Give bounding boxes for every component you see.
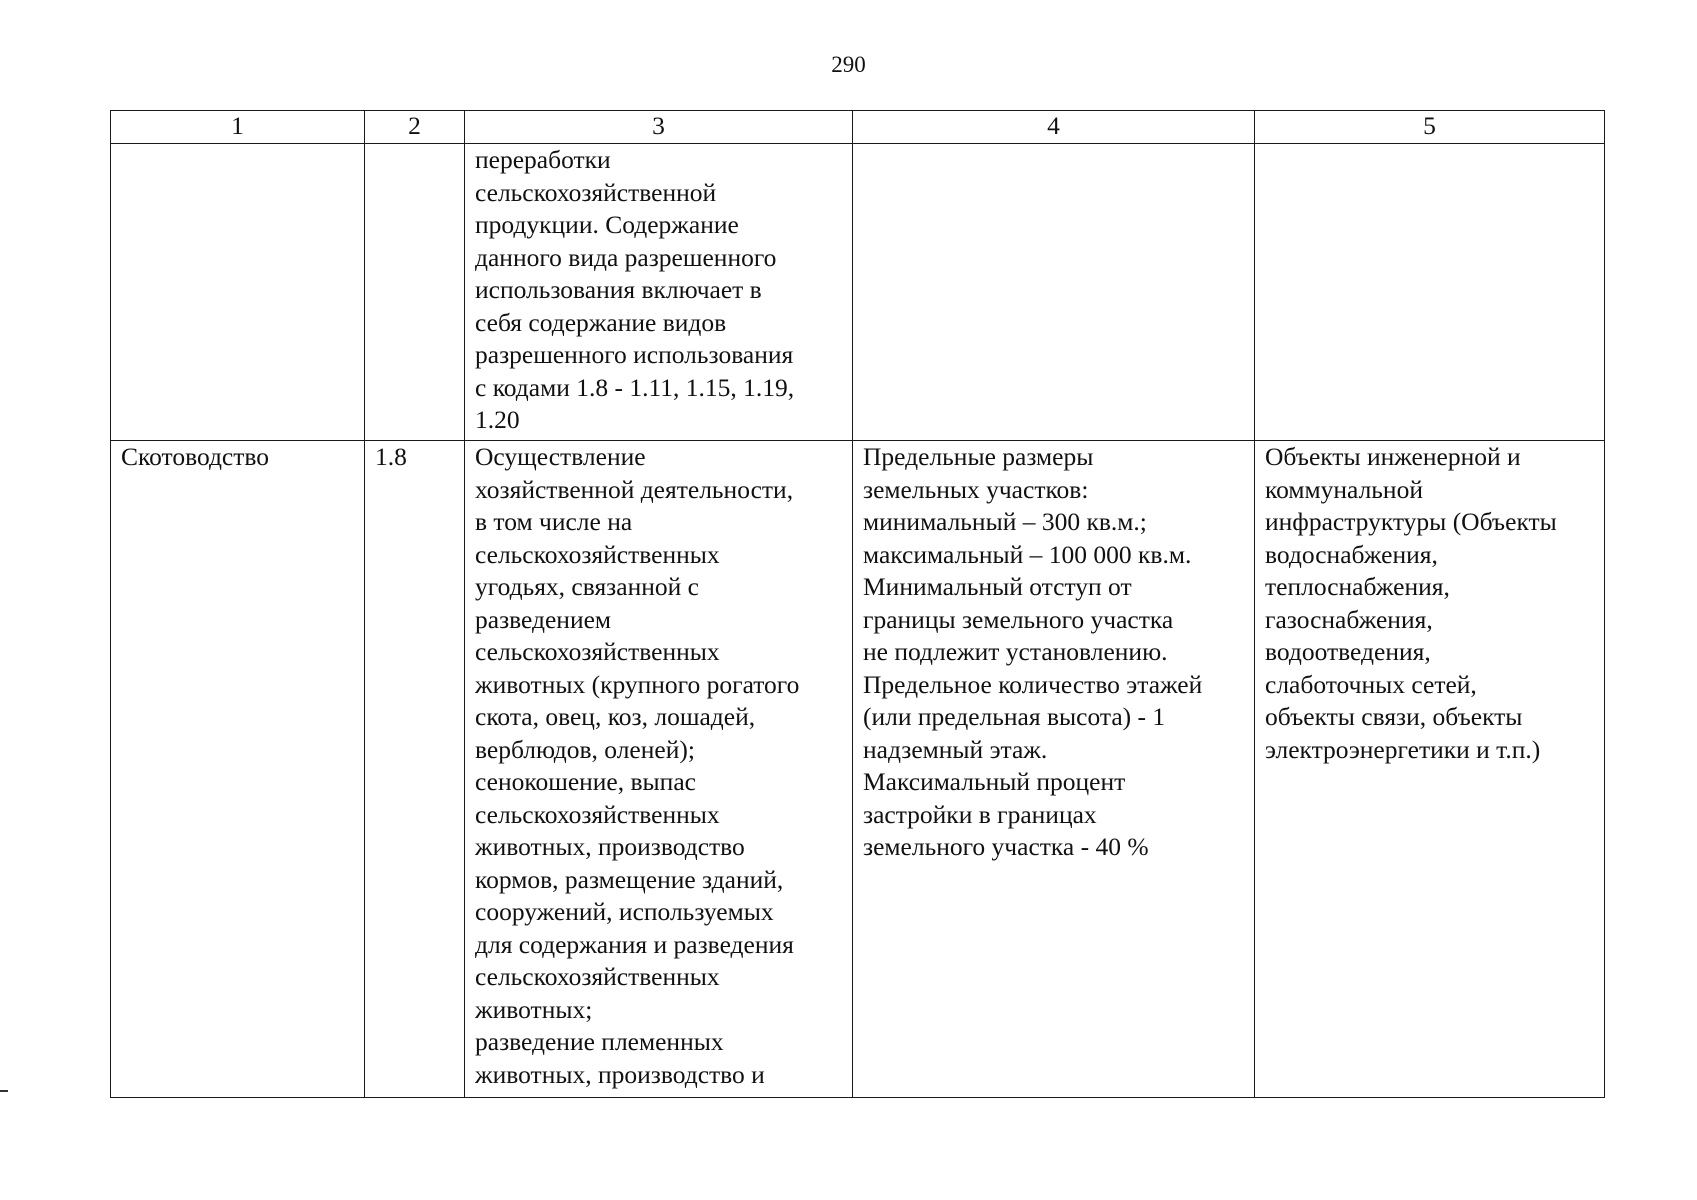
cell-use-description: переработки сельскохозяйственной продукции. Содержание данного вида разрешенного использования включает в себя содержание видов разрешенного использования с кодами 1.8 - 1.11, 1.15, 1.19, 1.20	[465, 144, 853, 441]
cell-parameters	[853, 144, 1255, 441]
table-header-row	[111, 111, 1605, 144]
header-col-1: 1	[111, 111, 365, 144]
land-use-table	[110, 110, 1605, 1098]
cell-use-name: Скотоводство	[111, 441, 365, 1098]
cell-use-name	[111, 144, 365, 441]
cell-use-code	[365, 144, 465, 441]
header-col-5: 5	[1255, 111, 1605, 144]
header-col-2: 2	[365, 111, 465, 144]
cell-parameters: Предельные размеры земельных участков: минимальный – 300 кв.м.; максимальный – 100 000 кв.м. Минимальный отступ от границы земельного участка не подлежит установлению. Предельное количество этажей (или предельная высота) - 1 надземный этаж. Максимальный процент застройки в границах земельного участка - 40 %	[853, 441, 1255, 1098]
cell-use-description: Осуществление хозяйственной деятельности, в том числе на сельскохозяйственных угодьях, связанной с разведением сельскохозяйственных животных (крупного рогатого скота, овец, коз, лошадей, верблюдов, оленей); сенокошение, выпас сельскохозяйственных животных, производство кормов, размещение зданий, сооружений, используемых для содержания и разведения сельскохозяйственных животных; разведение племенных животных, производство и	[465, 441, 853, 1098]
margin-mark	[0, 1090, 8, 1092]
header-col-4: 4	[853, 111, 1255, 144]
cell-auxiliary-objects	[1255, 144, 1605, 441]
table-row-cattle-breeding	[111, 441, 1605, 1098]
page-number: 290	[831, 52, 866, 77]
table-row-continuation	[111, 144, 1605, 441]
header-col-3: 3	[465, 111, 853, 144]
cell-auxiliary-objects: Объекты инженерной и коммунальной инфраструктуры (Объекты водоснабжения, теплоснабжения, газоснабжения, водоотведения, слаботочных сетей, объекты связи, объекты электроэнергетики и т.п.)	[1255, 441, 1605, 1098]
cell-use-code: 1.8	[365, 441, 465, 1098]
